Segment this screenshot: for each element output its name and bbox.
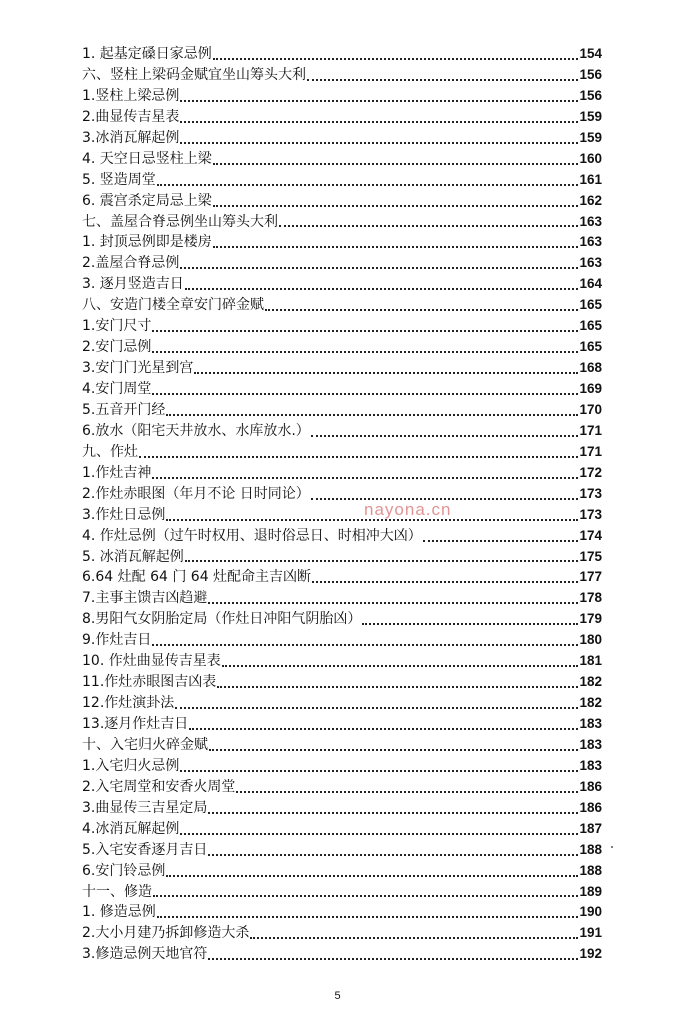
toc-entry-title: 6.64 灶配 64 门 64 灶配命主吉凶断 bbox=[82, 569, 312, 586]
toc-entry-page-number: 181 bbox=[579, 653, 602, 669]
toc-entry-title: 2.曲显传吉星表 bbox=[82, 108, 180, 125]
toc-entry-title: 10. 作灶曲显传吉星表 bbox=[82, 653, 221, 670]
toc-entry-page-number: 179 bbox=[579, 611, 602, 627]
dot-leader bbox=[189, 727, 578, 730]
toc-entry-page-number: 183 bbox=[579, 757, 602, 773]
toc-entry[interactable] bbox=[82, 526, 602, 547]
dot-leader bbox=[180, 120, 578, 123]
stray-mark bbox=[611, 846, 613, 848]
toc-entry[interactable] bbox=[82, 547, 602, 568]
toc-entry-title: 3.作灶日忌例 bbox=[82, 506, 166, 523]
toc-entry[interactable] bbox=[82, 882, 602, 903]
dot-leader bbox=[166, 874, 578, 877]
dot-leader bbox=[185, 287, 579, 290]
toc-entry-page-number: 165 bbox=[579, 297, 602, 313]
toc-entry-page-number: 186 bbox=[579, 778, 602, 794]
dot-leader bbox=[180, 832, 578, 835]
toc-entry[interactable] bbox=[82, 358, 602, 379]
toc-entry[interactable] bbox=[82, 253, 602, 274]
toc-entry-title: 十、入宅归火碎金赋 bbox=[82, 736, 208, 753]
toc-entry-page-number: 173 bbox=[579, 506, 602, 522]
toc-entry-page-number: 173 bbox=[579, 485, 602, 501]
toc-entry[interactable] bbox=[82, 672, 602, 693]
toc-entry-page-number: 180 bbox=[579, 632, 602, 648]
toc-entry-title: 2.盖屋合脊忌例 bbox=[82, 255, 180, 272]
toc-entry-title: 1. 封顶忌例即是楼房 bbox=[82, 234, 212, 251]
dot-leader bbox=[152, 392, 578, 395]
toc-entry-page-number: 163 bbox=[579, 213, 602, 229]
toc-entry-page-number: 192 bbox=[579, 946, 602, 962]
toc-entry-title: 7.主事主馈吉凶趋避 bbox=[82, 590, 208, 607]
dot-leader bbox=[213, 204, 579, 207]
dot-leader bbox=[213, 245, 579, 248]
toc-entry-title: 6. 震宫杀定局忌上梁 bbox=[82, 192, 212, 209]
dot-leader bbox=[152, 643, 578, 646]
dot-leader bbox=[152, 350, 578, 353]
toc-entry[interactable] bbox=[82, 588, 602, 609]
toc-entry-title: 1.入宅归火忌例 bbox=[82, 757, 180, 774]
toc-entry[interactable] bbox=[82, 421, 602, 442]
toc-entry[interactable] bbox=[82, 923, 602, 944]
toc-entry[interactable] bbox=[82, 442, 602, 463]
dot-leader bbox=[362, 622, 578, 625]
toc-entry[interactable] bbox=[82, 798, 602, 819]
toc-entry[interactable] bbox=[82, 316, 602, 337]
toc-entry-page-number: 172 bbox=[579, 464, 602, 480]
toc-entry[interactable] bbox=[82, 379, 602, 400]
toc-entry-title: 12.作灶演卦法 bbox=[82, 695, 175, 712]
dot-leader bbox=[166, 413, 578, 416]
toc-entry-page-number: 163 bbox=[579, 234, 602, 250]
toc-entry[interactable] bbox=[82, 463, 602, 484]
toc-entry-page-number: 188 bbox=[579, 862, 602, 878]
watermark: nayona.cn bbox=[364, 500, 452, 519]
dot-leader bbox=[250, 936, 578, 939]
toc-entry-page-number: 187 bbox=[579, 820, 602, 836]
toc-entry-page-number: 183 bbox=[579, 736, 602, 752]
toc-entry[interactable] bbox=[82, 693, 602, 714]
toc-entry-page-number: 169 bbox=[579, 381, 602, 396]
toc-entry-page-number: 174 bbox=[579, 527, 602, 543]
toc-entry-title: 2.安门忌例 bbox=[82, 339, 152, 356]
toc-entry[interactable] bbox=[82, 840, 602, 861]
toc-entry-page-number: 160 bbox=[579, 150, 602, 166]
dot-leader bbox=[208, 811, 578, 814]
dot-leader bbox=[194, 371, 578, 374]
toc-entry-title: 3.冰消瓦解起例 bbox=[82, 129, 180, 146]
toc-entry-title: 2.作灶赤眼图（年月不论 日时同论） bbox=[82, 485, 310, 502]
toc-entry-page-number: 191 bbox=[579, 925, 602, 941]
toc-entry-title: 4.安门周堂 bbox=[82, 381, 152, 397]
toc-entry-page-number: 159 bbox=[579, 129, 602, 145]
toc-entry-title: 1.竖柱上梁忌例 bbox=[82, 87, 180, 104]
toc-entry-page-number: 163 bbox=[579, 255, 602, 271]
toc-entry[interactable] bbox=[82, 735, 602, 756]
toc-entry-title: 9.作灶吉日 bbox=[82, 632, 152, 649]
toc-entry-page-number: 171 bbox=[579, 443, 602, 459]
toc-entry-page-number: 168 bbox=[579, 360, 602, 376]
dot-leader bbox=[222, 664, 579, 667]
toc-entry-page-number: 156 bbox=[579, 66, 602, 82]
toc-entry-title: 5.五音开门经 bbox=[82, 401, 166, 418]
toc-entry-title: 3.修造忌例天地官符 bbox=[82, 946, 208, 963]
dot-leader bbox=[311, 434, 579, 437]
toc-entry[interactable] bbox=[82, 212, 602, 233]
dot-leader bbox=[153, 894, 578, 897]
toc-entry-title: 1. 起基定磉日家忌例 bbox=[82, 46, 212, 62]
toc-entry-title: 4. 天空日忌竖柱上梁 bbox=[82, 150, 212, 167]
toc-entry-page-number: 170 bbox=[579, 401, 602, 417]
toc-entry[interactable] bbox=[82, 337, 602, 358]
dot-leader bbox=[180, 141, 578, 144]
toc-entry-page-number: 165 bbox=[579, 318, 602, 334]
toc-entry-page-number: 161 bbox=[579, 171, 602, 187]
dot-leader bbox=[180, 99, 578, 102]
dot-leader bbox=[139, 455, 578, 458]
toc-entry-title: 8.男阳气女阴胎定局（作灶日冲阳气阴胎凶） bbox=[82, 611, 362, 628]
toc-entry[interactable] bbox=[82, 567, 602, 588]
toc-entry-title: 六、竖柱上梁码金赋宜坐山筹头大利 bbox=[82, 66, 306, 83]
toc-entry-title: 九、作灶 bbox=[82, 443, 138, 460]
toc-entry-page-number: 164 bbox=[579, 276, 602, 292]
toc-entry-title: 1.作灶吉神 bbox=[82, 464, 152, 481]
dot-leader bbox=[217, 685, 578, 688]
toc-entry-title: 3. 逐月竖造吉日 bbox=[82, 276, 184, 293]
toc-entry-title: 5.入宅安香逐月吉日 bbox=[82, 841, 208, 858]
toc-entry-page-number: 188 bbox=[579, 841, 602, 857]
toc-entry-title: 5. 冰消瓦解起例 bbox=[82, 548, 184, 565]
toc-entry-title: 4. 作灶忌例（过午时权用、退时俗忌日、时相冲大凶） bbox=[82, 527, 422, 544]
dot-leader bbox=[157, 183, 579, 186]
toc-entry-title: 七、盖屋合脊忌例坐山筹头大利 bbox=[82, 213, 278, 230]
toc-entry[interactable] bbox=[82, 232, 602, 253]
page-number: 5 bbox=[334, 990, 341, 1002]
toc-entry[interactable] bbox=[82, 944, 602, 965]
toc-entry-title: 3.安门门光星到宫 bbox=[82, 360, 194, 377]
dot-leader bbox=[265, 308, 578, 311]
toc-entry-title: 4.冰消瓦解起例 bbox=[82, 820, 180, 837]
dot-leader bbox=[175, 706, 578, 709]
toc-entry[interactable] bbox=[82, 609, 602, 630]
toc-entry-title: 6.放水（阳宅天井放水、水库放水.） bbox=[82, 422, 310, 439]
dot-leader bbox=[208, 853, 578, 856]
dot-leader bbox=[236, 790, 578, 793]
toc-entry-title: 十一、修造 bbox=[82, 883, 152, 900]
toc-entry-title: 1.安门尺寸 bbox=[82, 318, 152, 335]
toc-entry[interactable] bbox=[82, 170, 602, 191]
toc-entry-title: 11.作灶赤眼图吉凶表 bbox=[82, 674, 217, 691]
toc-entry[interactable] bbox=[82, 86, 602, 107]
toc-entry-page-number: 175 bbox=[579, 548, 602, 564]
dot-leader bbox=[180, 769, 578, 772]
toc-entry-title: 1. 修造忌例 bbox=[82, 904, 156, 921]
toc-entry[interactable] bbox=[82, 861, 602, 882]
toc-entry-page-number: 178 bbox=[579, 590, 602, 606]
toc-entry[interactable] bbox=[82, 902, 602, 923]
toc-entry[interactable] bbox=[82, 630, 602, 651]
toc-entry-page-number: 186 bbox=[579, 799, 602, 815]
toc-entry[interactable] bbox=[82, 65, 602, 86]
toc-entry[interactable] bbox=[82, 714, 602, 735]
toc-entry[interactable] bbox=[82, 128, 602, 149]
toc-entry[interactable] bbox=[82, 400, 602, 421]
dot-leader bbox=[185, 559, 579, 562]
toc-entry-page-number: 162 bbox=[579, 192, 602, 208]
toc-entry-title: 八、安造门楼全章安门碎金赋 bbox=[82, 297, 264, 314]
toc-entry-title: 13.逐月作灶吉日 bbox=[82, 716, 189, 732]
toc-entry[interactable] bbox=[82, 484, 602, 505]
dot-leader bbox=[180, 266, 578, 269]
toc-entry[interactable] bbox=[82, 149, 602, 170]
dot-leader bbox=[208, 957, 578, 960]
toc-entry-page-number: 177 bbox=[579, 569, 602, 585]
toc-entry-title: 6.安门铃忌例 bbox=[82, 862, 166, 879]
dot-leader bbox=[423, 539, 579, 542]
toc-entry-page-number: 190 bbox=[579, 904, 602, 920]
toc-entry-page-number: 182 bbox=[579, 695, 602, 711]
dot-leader bbox=[213, 57, 579, 60]
toc-entry[interactable] bbox=[82, 295, 602, 316]
toc-entry[interactable] bbox=[82, 274, 602, 295]
toc-entry[interactable] bbox=[82, 819, 602, 840]
toc-entry[interactable] bbox=[82, 756, 602, 777]
toc-entry[interactable] bbox=[82, 191, 602, 212]
dot-leader bbox=[152, 329, 578, 332]
dot-leader bbox=[157, 915, 579, 918]
toc-entry-title: 2.入宅周堂和安香火周堂 bbox=[82, 778, 236, 795]
toc-entry[interactable] bbox=[82, 651, 602, 672]
toc-entry-page-number: 156 bbox=[579, 87, 602, 103]
dot-leader bbox=[208, 601, 578, 604]
dot-leader bbox=[312, 580, 578, 583]
toc-entry[interactable] bbox=[82, 505, 602, 526]
toc-entry-page-number: 165 bbox=[579, 339, 602, 355]
toc-entry[interactable] bbox=[82, 777, 602, 798]
toc-entry-page-number: 154 bbox=[579, 46, 602, 61]
toc-entry-page-number: 182 bbox=[579, 674, 602, 690]
toc-entry-title: 5. 竖造周堂 bbox=[82, 171, 156, 188]
table-of-contents bbox=[82, 44, 602, 965]
dot-leader bbox=[152, 476, 578, 479]
toc-entry-page-number: 189 bbox=[579, 883, 602, 899]
toc-entry-page-number: 183 bbox=[579, 716, 602, 731]
dot-leader bbox=[209, 748, 578, 751]
toc-entry-title: 3.曲显传三吉星定局 bbox=[82, 799, 208, 816]
toc-entry-page-number: 159 bbox=[579, 108, 602, 124]
toc-entry-page-number: 171 bbox=[579, 422, 602, 438]
toc-entry[interactable] bbox=[82, 44, 602, 65]
dot-leader bbox=[279, 224, 578, 227]
toc-entry-title: 2.大小月建乃拆卸修造大杀 bbox=[82, 925, 250, 942]
dot-leader bbox=[307, 78, 578, 81]
dot-leader bbox=[213, 162, 579, 165]
toc-entry[interactable] bbox=[82, 107, 602, 128]
